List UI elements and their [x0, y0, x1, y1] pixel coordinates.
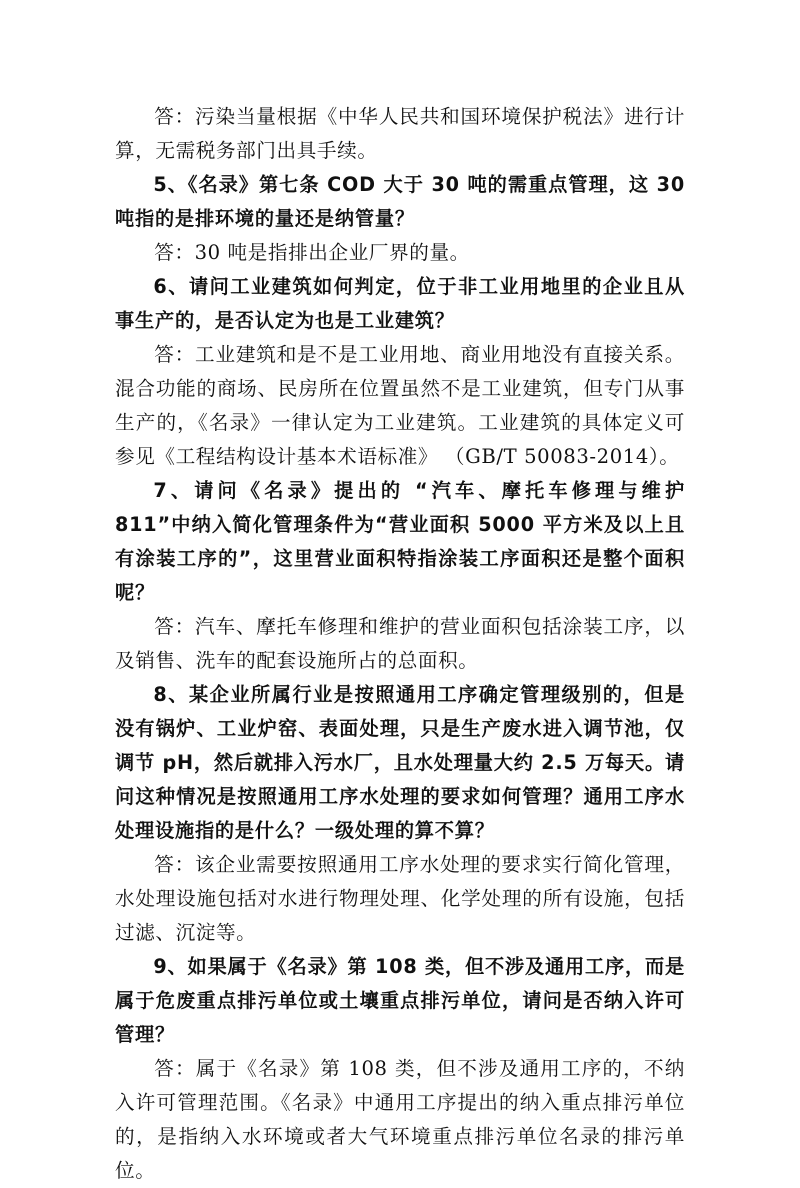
- question-6: 6、请问工业建筑如何判定，位于非工业用地里的企业且从事生产的，是否认定为也是工业建筑？: [115, 275, 685, 332]
- answer-8: 答：该企业需要按照通用工序水处理的要求实行简化管理，水处理设施包括对水进行物理处理、化学处理的所有设施，包括过滤、沉淀等。: [115, 853, 685, 944]
- question-7: 7、请问《名录》提出的 “汽车、摩托车修理与维护 811”中纳入简化管理条件为“营业面积 5000 平方米及以上且有涂装工序的”，这里营业面积特指涂装工序面积还是整个面积呢？: [115, 479, 685, 604]
- question-5: 5、《名录》第七条 COD 大于 30 吨的需重点管理，这 30 吨指的是排环境的量还是纳管量？: [115, 173, 685, 230]
- question-8: 8、某企业所属行业是按照通用工序确定管理级别的，但是没有锅炉、工业炉窑、表面处理，只是生产废水进入调节池，仅调节 pH，然后就排入污水厂，且水处理量大约 2.5 万每天。请问这种情况是按照通用工序水处理的要求如何管理？通用工序水处理设施指的是什么？一级处理的算不算？: [115, 683, 685, 842]
- answer-6: 答：工业建筑和是不是工业用地、商业用地没有直接关系。混合功能的商场、民房所在位置虽然不是工业建筑，但专门从事生产的，《名录》一律认定为工业建筑。工业建筑的具体定义可参见《工程结构设计基本术语标准》 （GB/T 50083-2014）。: [115, 343, 685, 468]
- answer-5: 答：30 吨是指排出企业厂界的量。: [154, 241, 470, 264]
- question-9: 9、如果属于《名录》第 108 类，但不涉及通用工序，而是属于危废重点排污单位或土壤重点排污单位，请问是否纳入许可管理？: [115, 955, 685, 1046]
- answer-paragraph: 答：污染当量根据《中华人民共和国环境保护税法》进行计算，无需税务部门出具手续。: [115, 105, 685, 162]
- answer-7: 答：汽车、摩托车修理和维护的营业面积包括涂装工序，以及销售、洗车的配套设施所占的总面积。: [115, 615, 685, 672]
- answer-9: 答：属于《名录》第 108 类，但不涉及通用工序的，不纳入许可管理范围。《名录》中通用工序提出的纳入重点排污单位的，是指纳入水环境或者大气环境重点排污单位名录的排污单位。: [115, 1057, 685, 1182]
